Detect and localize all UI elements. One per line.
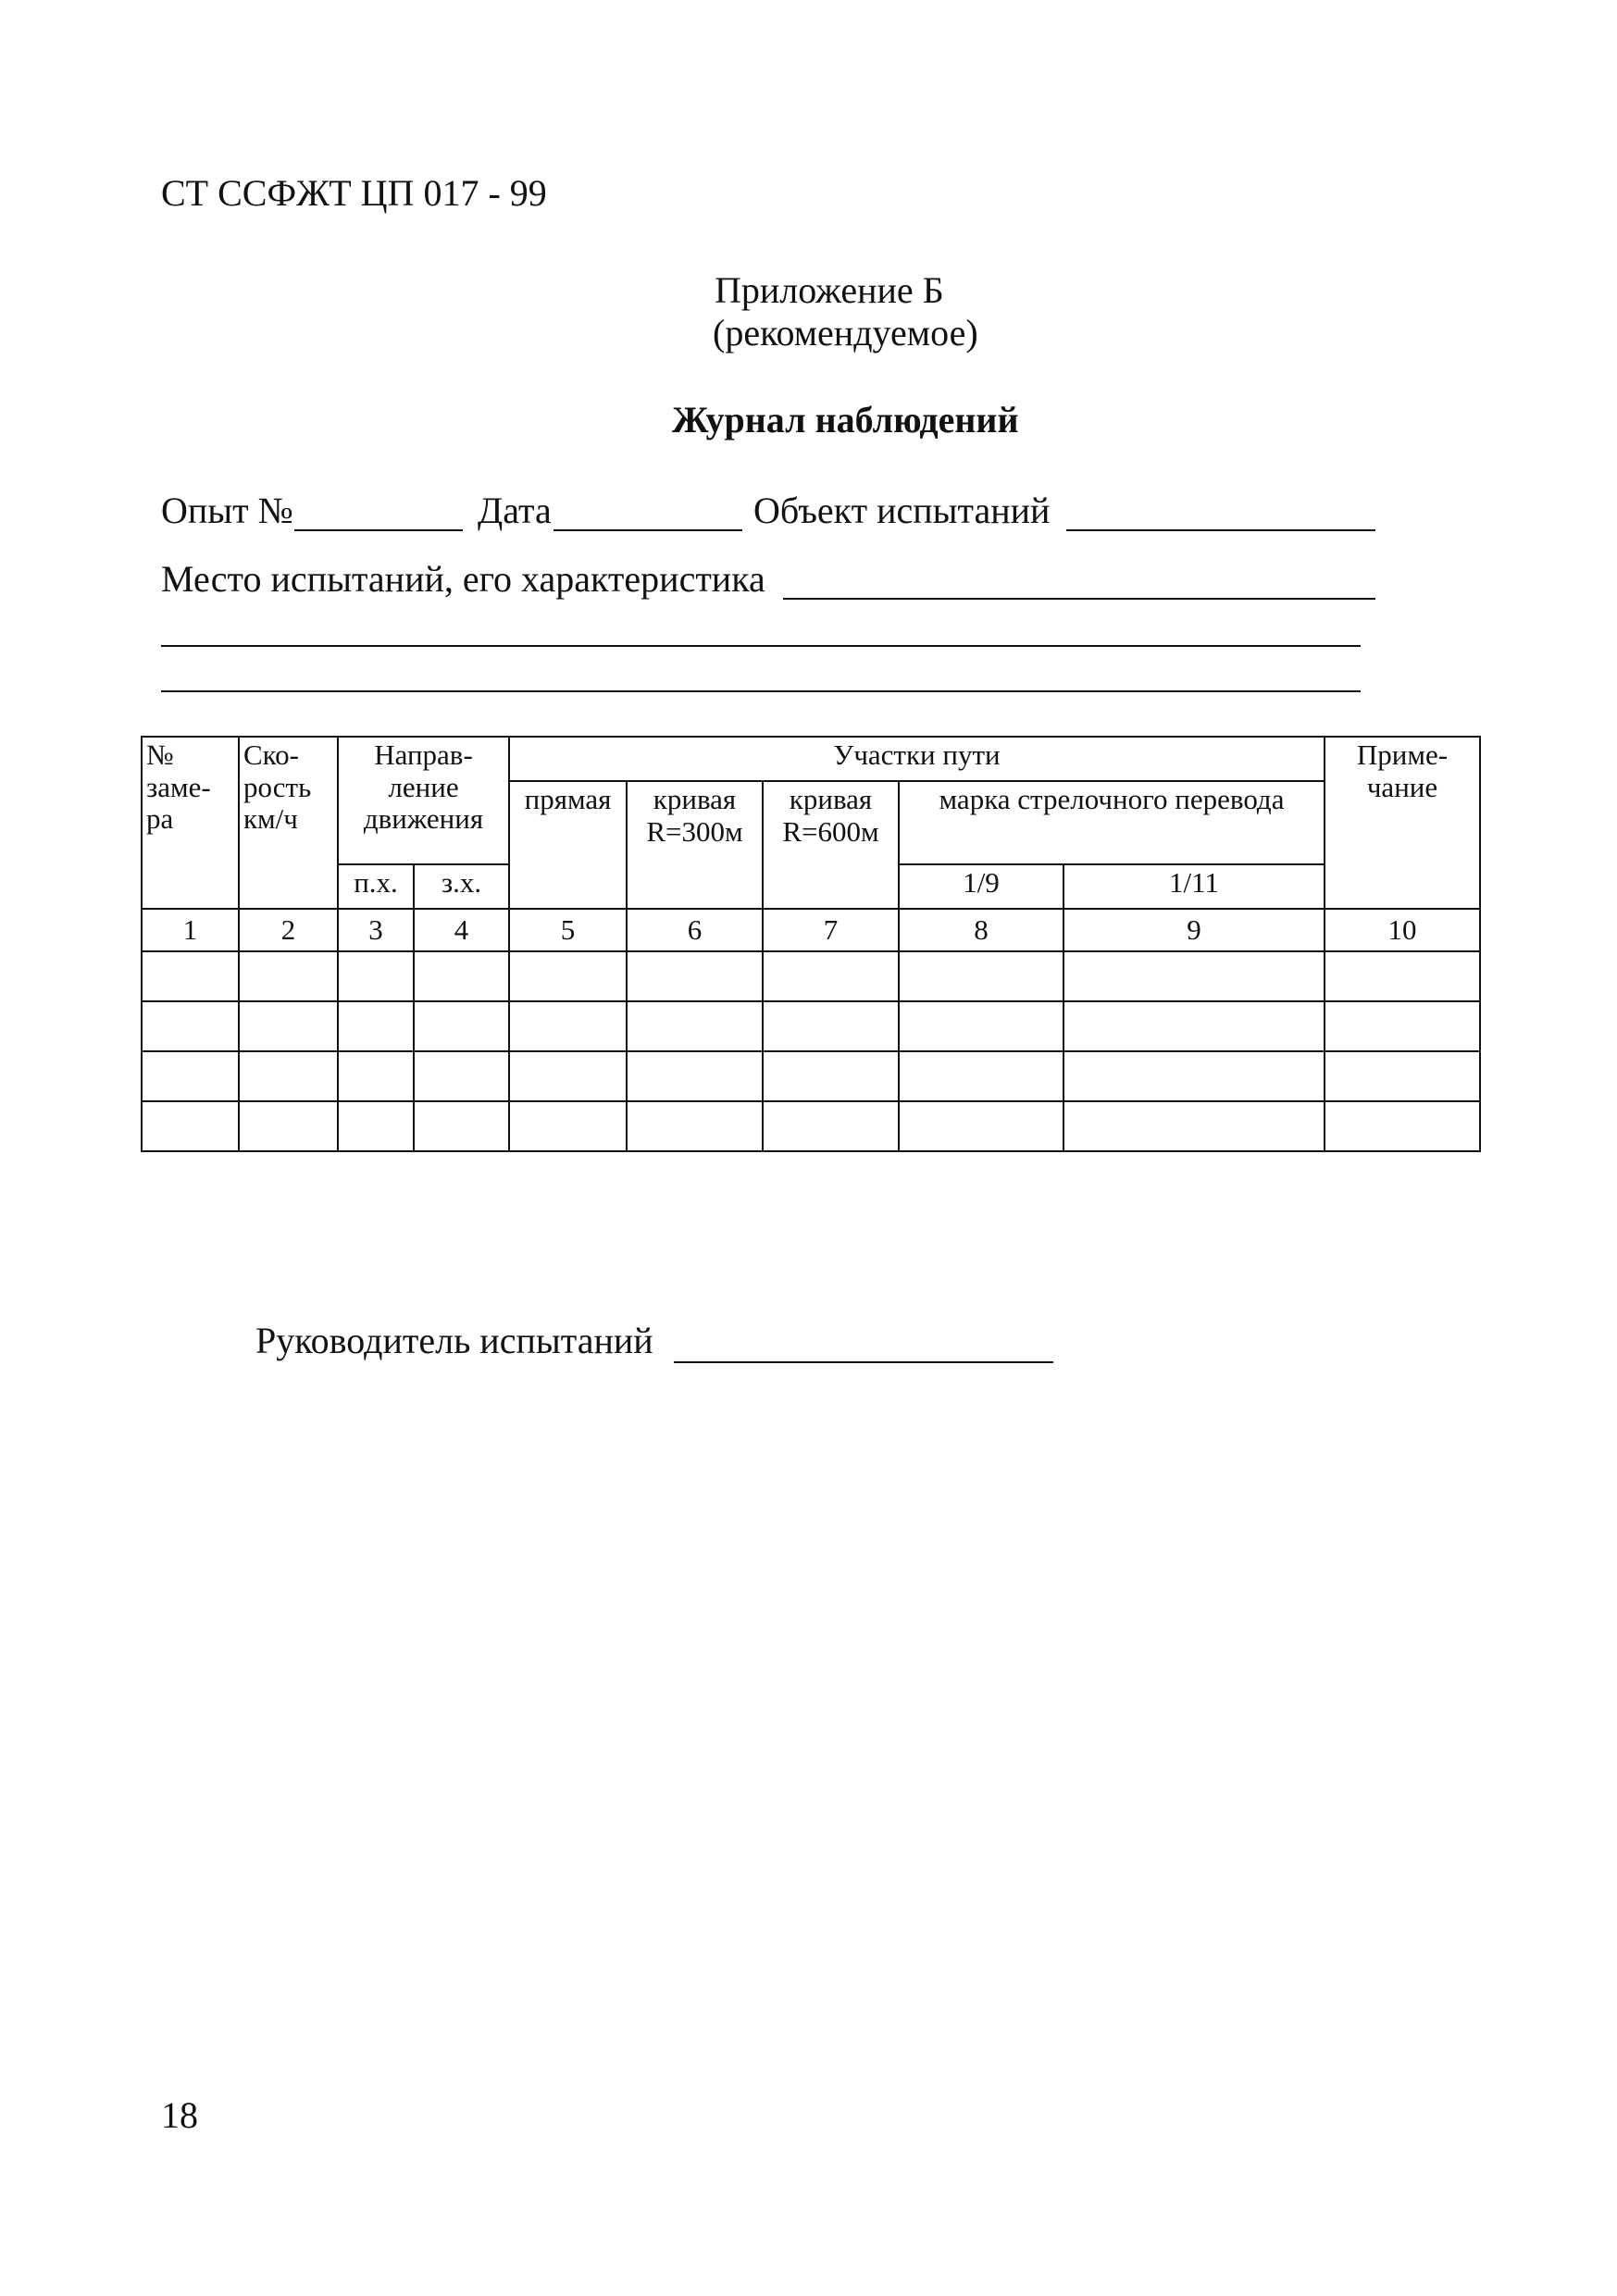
experiment-number-field[interactable] <box>294 529 463 531</box>
table-row <box>142 1051 1480 1101</box>
column-number-cell: 2 <box>239 909 338 951</box>
empty-cell[interactable] <box>239 1101 338 1151</box>
empty-cell[interactable] <box>1325 1001 1480 1051</box>
col-sections-header: Участки пути <box>509 737 1325 781</box>
column-number-cell: 4 <box>414 909 509 951</box>
place-label: Место испытаний, его характеристика <box>161 558 765 600</box>
column-number-cell: 1 <box>142 909 239 951</box>
place-field-line-3[interactable] <box>161 690 1361 692</box>
column-number-cell: 3 <box>338 909 414 951</box>
empty-cell[interactable] <box>1063 1051 1325 1101</box>
empty-cell[interactable] <box>239 1001 338 1051</box>
col-remark-header: Приме-чание <box>1325 737 1480 909</box>
empty-cell[interactable] <box>414 1051 509 1101</box>
empty-cell[interactable] <box>1063 1001 1325 1051</box>
direction-backward-header: з.х. <box>414 864 509 909</box>
date-label: Дата <box>478 490 552 531</box>
section-curve-600-header: кривая R=600м <box>763 781 899 909</box>
empty-cell[interactable] <box>142 951 239 1001</box>
empty-cell[interactable] <box>899 1001 1063 1051</box>
empty-cell[interactable] <box>627 1001 763 1051</box>
table-row <box>142 1001 1480 1051</box>
empty-cell[interactable] <box>899 1051 1063 1101</box>
switch-1-11-header: 1/11 <box>1063 864 1325 909</box>
empty-cell[interactable] <box>509 1051 627 1101</box>
column-number-cell: 9 <box>1063 909 1325 951</box>
column-number-cell: 8 <box>899 909 1063 951</box>
object-label: Объект испытаний <box>753 490 1051 531</box>
empty-cell[interactable] <box>338 951 414 1001</box>
document-code: СТ ССФЖТ ЦП 017 - 99 <box>161 172 547 214</box>
object-field[interactable] <box>1066 529 1375 531</box>
empty-cell[interactable] <box>338 1101 414 1151</box>
empty-cell[interactable] <box>142 1051 239 1101</box>
empty-cell[interactable] <box>1063 951 1325 1001</box>
place-field-line-2[interactable] <box>161 645 1361 647</box>
empty-cell[interactable] <box>239 951 338 1001</box>
section-straight-header: прямая <box>509 781 627 909</box>
place-field[interactable] <box>783 598 1375 600</box>
empty-cell[interactable] <box>338 1001 414 1051</box>
appendix-title: Приложение Б <box>715 269 944 311</box>
empty-cell[interactable] <box>763 1101 899 1151</box>
table-row <box>142 951 1480 1001</box>
empty-cell[interactable] <box>1325 1101 1480 1151</box>
empty-cell[interactable] <box>763 1051 899 1101</box>
observation-table <box>141 736 1481 1152</box>
page-number: 18 <box>161 2094 198 2136</box>
date-field[interactable] <box>554 529 742 531</box>
empty-cell[interactable] <box>338 1051 414 1101</box>
empty-cell[interactable] <box>414 1001 509 1051</box>
empty-cell[interactable] <box>899 1101 1063 1151</box>
switch-1-9-header: 1/9 <box>899 864 1063 909</box>
empty-cell[interactable] <box>763 951 899 1001</box>
empty-cell[interactable] <box>142 1101 239 1151</box>
signature-label: Руководитель испытаний <box>255 1320 653 1361</box>
empty-cell[interactable] <box>509 951 627 1001</box>
col-direction-header: Направ-ление движения <box>338 737 509 864</box>
column-number-cell: 7 <box>763 909 899 951</box>
journal-title: Журнал наблюдений <box>672 399 1019 441</box>
col-speed-header: Ско-рость км/ч <box>239 737 338 909</box>
empty-cell[interactable] <box>627 951 763 1001</box>
column-number-cell: 6 <box>627 909 763 951</box>
empty-cell[interactable] <box>763 1001 899 1051</box>
appendix-note: (рекомендуемое) <box>713 312 978 354</box>
signature-field[interactable] <box>674 1361 1053 1363</box>
empty-cell[interactable] <box>239 1051 338 1101</box>
section-switch-header: марка стрелочного перевода <box>899 781 1325 864</box>
column-number-cell: 5 <box>509 909 627 951</box>
table-row <box>142 1101 1480 1151</box>
empty-cell[interactable] <box>414 1101 509 1151</box>
section-curve-300-header: кривая R=300м <box>627 781 763 909</box>
empty-cell[interactable] <box>627 1051 763 1101</box>
empty-cell[interactable] <box>1325 1051 1480 1101</box>
direction-forward-header: п.х. <box>338 864 414 909</box>
empty-cell[interactable] <box>414 951 509 1001</box>
empty-cell[interactable] <box>509 1101 627 1151</box>
col-number-header: № заме-ра <box>142 737 239 909</box>
empty-cell[interactable] <box>509 1001 627 1051</box>
empty-cell[interactable] <box>899 951 1063 1001</box>
empty-cell[interactable] <box>627 1101 763 1151</box>
empty-cell[interactable] <box>142 1001 239 1051</box>
experiment-label: Опыт № <box>161 490 293 531</box>
empty-cell[interactable] <box>1063 1101 1325 1151</box>
column-number-cell: 10 <box>1325 909 1480 951</box>
empty-cell[interactable] <box>1325 951 1480 1001</box>
